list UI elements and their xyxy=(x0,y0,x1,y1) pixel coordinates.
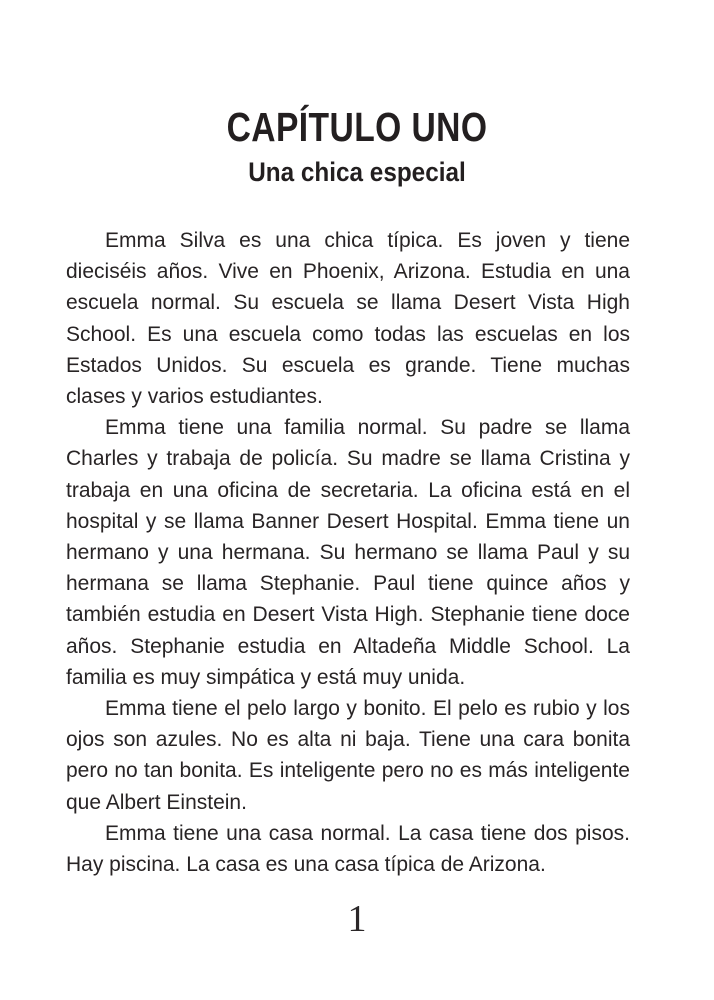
paragraph-2: Emma tiene una familia normal. Su padre se llama Charles y trabaja de policía. Su madre se llama Cristina y trabaja en una oficina de secretaria. La oficina está en el hospital y se llama Banner Desert Hospital. Emma tiene un hermano y una hermana. Su hermano se llama Paul y su hermana se llama Stephanie. Paul tiene quince años y también estudia en Desert Vista High. Stephanie tiene doce años. Stephanie estudia en Altadeña Middle School. La familia es muy simpática y está muy unida. xyxy=(66,416,630,689)
page-number: 1 xyxy=(347,898,367,940)
chapter-title: CAPÍTULO UNO xyxy=(226,104,488,150)
chapter-subtitle: Una chica especial xyxy=(248,157,466,187)
paragraph-4: Emma tiene una casa normal. La casa tiene dos pisos. Hay piscina. La casa es una casa típica de Arizona. xyxy=(66,821,630,877)
paragraph-1: Emma Silva es una chica típica. Es joven y tiene dieciséis años. Vive en Phoenix, Arizona. Estudia en una escuela normal. Su escuela se llama Desert Vista High School. Es una escuela como todas las escuelas en los Estados Unidos. Su escuela es grande. Tiene muchas clases y varios estudiantes. xyxy=(66,229,630,409)
paragraph-3: Emma tiene el pelo largo y bonito. El pelo es rubio y los ojos son azules. No es alta ni baja. Tiene una cara bonita pero no tan bonita. Es inteligente pero no es más inteligente que Albert Einstein. xyxy=(66,697,630,814)
chapter-body xyxy=(66,225,630,880)
